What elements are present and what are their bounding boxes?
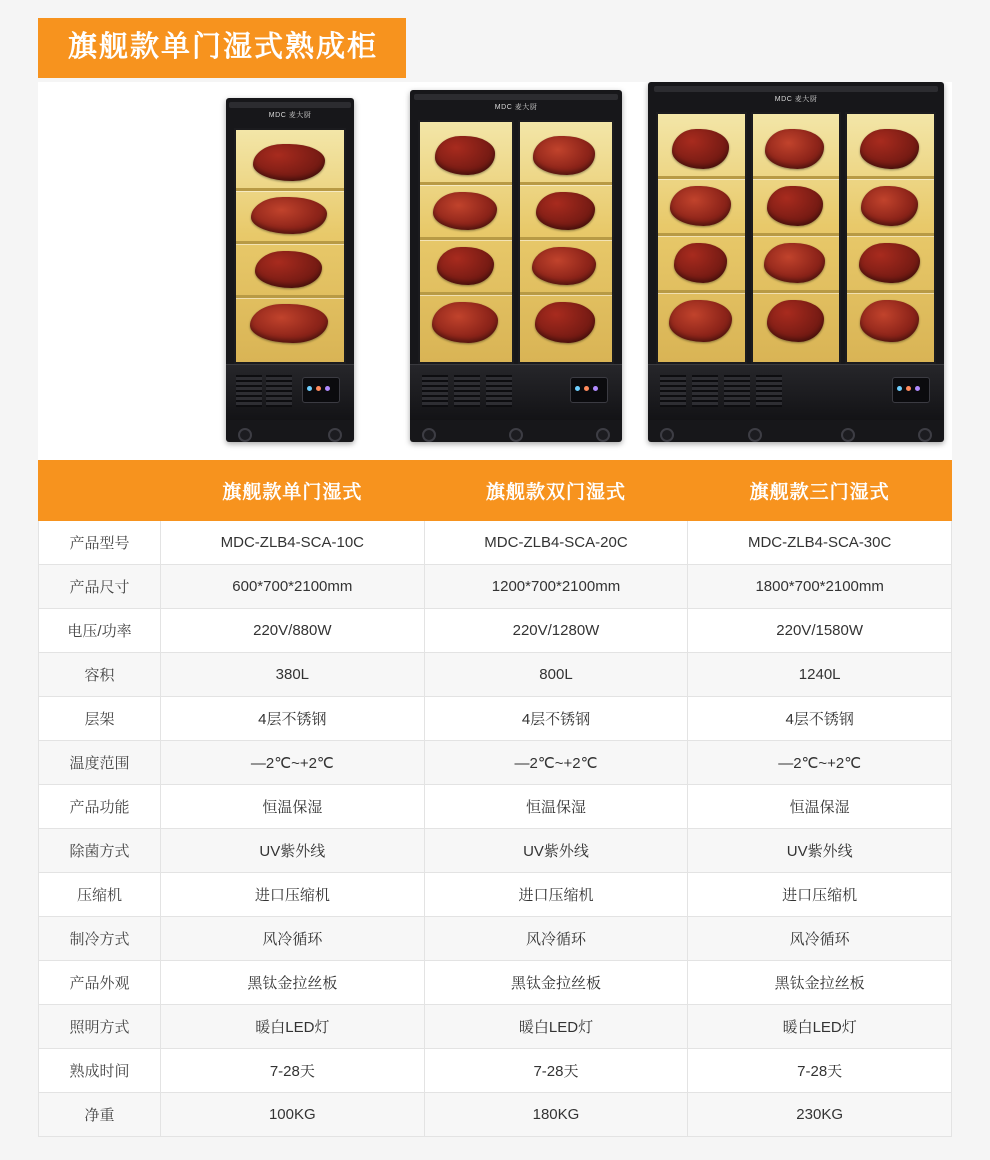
- table-row: [39, 917, 952, 961]
- row-value: 4层不锈钢: [161, 697, 425, 741]
- header-model-1: 旗舰款单门湿式: [161, 461, 425, 521]
- cabinet-base: [226, 364, 354, 420]
- glass-door: [518, 120, 614, 364]
- header-model-3: 旗舰款三门湿式: [688, 461, 952, 521]
- row-label: 产品尺寸: [39, 565, 161, 609]
- row-value: 暖白LED灯: [161, 1005, 425, 1049]
- table-row: [39, 829, 952, 873]
- row-value: 220V/880W: [161, 609, 425, 653]
- row-value: —2℃~+2℃: [688, 741, 952, 785]
- cabinet-wheels: [654, 420, 938, 442]
- row-label: 压缩机: [39, 873, 161, 917]
- row-value: 7-28天: [161, 1049, 425, 1093]
- row-label: 制冷方式: [39, 917, 161, 961]
- brand-logo: MDC 麦大厨: [494, 104, 538, 111]
- row-value: 7-28天: [424, 1049, 688, 1093]
- table-row: [39, 565, 952, 609]
- row-value: 进口压缩机: [424, 873, 688, 917]
- row-value: 风冷循环: [161, 917, 425, 961]
- row-label: 除菌方式: [39, 829, 161, 873]
- triple-door-cabinet: [648, 82, 944, 442]
- row-value: UV紫外线: [424, 829, 688, 873]
- glass-door-row: [648, 112, 944, 364]
- control-panel[interactable]: [302, 377, 340, 403]
- brand-logo: MDC 麦大厨: [774, 96, 818, 103]
- cabinet-wheels: [232, 420, 348, 442]
- row-value: 黑钛金拉丝板: [161, 961, 425, 1005]
- row-value: 1800*700*2100mm: [688, 565, 952, 609]
- row-value: 600*700*2100mm: [161, 565, 425, 609]
- row-value: —2℃~+2℃: [161, 741, 425, 785]
- row-value: MDC-ZLB4-SCA-10C: [161, 521, 425, 565]
- row-value: 230KG: [688, 1093, 952, 1137]
- control-panel[interactable]: [570, 377, 608, 403]
- glass-door: [234, 128, 346, 364]
- cabinet-top-trim: [654, 86, 938, 92]
- row-value: 1240L: [688, 653, 952, 697]
- row-value: 1200*700*2100mm: [424, 565, 688, 609]
- table-body: [39, 521, 952, 1137]
- row-label: 产品外观: [39, 961, 161, 1005]
- row-value: —2℃~+2℃: [424, 741, 688, 785]
- row-value: 恒温保湿: [424, 785, 688, 829]
- row-value: 4层不锈钢: [688, 697, 952, 741]
- table-row: [39, 785, 952, 829]
- row-value: 暖白LED灯: [688, 1005, 952, 1049]
- header-blank: [39, 461, 161, 521]
- page-title: 旗舰款单门湿式熟成柜: [38, 18, 406, 78]
- row-value: 风冷循环: [424, 917, 688, 961]
- row-value: 进口压缩机: [688, 873, 952, 917]
- table-row: [39, 741, 952, 785]
- row-value: 恒温保湿: [688, 785, 952, 829]
- row-value: 风冷循环: [688, 917, 952, 961]
- single-door-cabinet: [226, 98, 354, 442]
- row-label: 熟成时间: [39, 1049, 161, 1093]
- control-panel[interactable]: [892, 377, 930, 403]
- row-value: 800L: [424, 653, 688, 697]
- row-value: 恒温保湿: [161, 785, 425, 829]
- row-value: 4层不锈钢: [424, 697, 688, 741]
- glass-door-row: [226, 128, 354, 364]
- table-row: [39, 609, 952, 653]
- cabinet-wheels: [416, 420, 616, 442]
- glass-door: [418, 120, 514, 364]
- row-value: UV紫外线: [688, 829, 952, 873]
- row-label: 层架: [39, 697, 161, 741]
- row-value: 黑钛金拉丝板: [688, 961, 952, 1005]
- cabinet-base: [410, 364, 622, 420]
- table-row: [39, 1005, 952, 1049]
- table-row: [39, 697, 952, 741]
- row-value: MDC-ZLB4-SCA-20C: [424, 521, 688, 565]
- row-label: 产品型号: [39, 521, 161, 565]
- table-row: [39, 873, 952, 917]
- specification-table: [38, 460, 952, 1137]
- row-value: UV紫外线: [161, 829, 425, 873]
- row-value: 180KG: [424, 1093, 688, 1137]
- header-model-2: 旗舰款双门湿式: [424, 461, 688, 521]
- product-image-area: [38, 82, 952, 460]
- table-row: [39, 1093, 952, 1137]
- row-label: 产品功能: [39, 785, 161, 829]
- row-value: 220V/1280W: [424, 609, 688, 653]
- row-label: 电压/功率: [39, 609, 161, 653]
- cabinet-top-trim: [414, 94, 618, 100]
- row-value: 100KG: [161, 1093, 425, 1137]
- row-label: 净重: [39, 1093, 161, 1137]
- brand-logo: MDC 麦大厨: [268, 112, 312, 119]
- row-value: 暖白LED灯: [424, 1005, 688, 1049]
- row-value: 7-28天: [688, 1049, 952, 1093]
- row-value: 黑钛金拉丝板: [424, 961, 688, 1005]
- row-label: 温度范围: [39, 741, 161, 785]
- table-row: [39, 1049, 952, 1093]
- row-label: 照明方式: [39, 1005, 161, 1049]
- glass-door: [845, 112, 936, 364]
- glass-door-row: [410, 120, 622, 364]
- double-door-cabinet: [410, 90, 622, 442]
- table-row: [39, 521, 952, 565]
- row-label: 容积: [39, 653, 161, 697]
- cabinet-top-trim: [229, 102, 352, 108]
- glass-door: [751, 112, 842, 364]
- table-row: [39, 961, 952, 1005]
- table-row: [39, 653, 952, 697]
- table-header-row: [39, 461, 952, 521]
- cabinet-base: [648, 364, 944, 420]
- row-value: 220V/1580W: [688, 609, 952, 653]
- row-value: 进口压缩机: [161, 873, 425, 917]
- row-value: 380L: [161, 653, 425, 697]
- row-value: MDC-ZLB4-SCA-30C: [688, 521, 952, 565]
- glass-door: [656, 112, 747, 364]
